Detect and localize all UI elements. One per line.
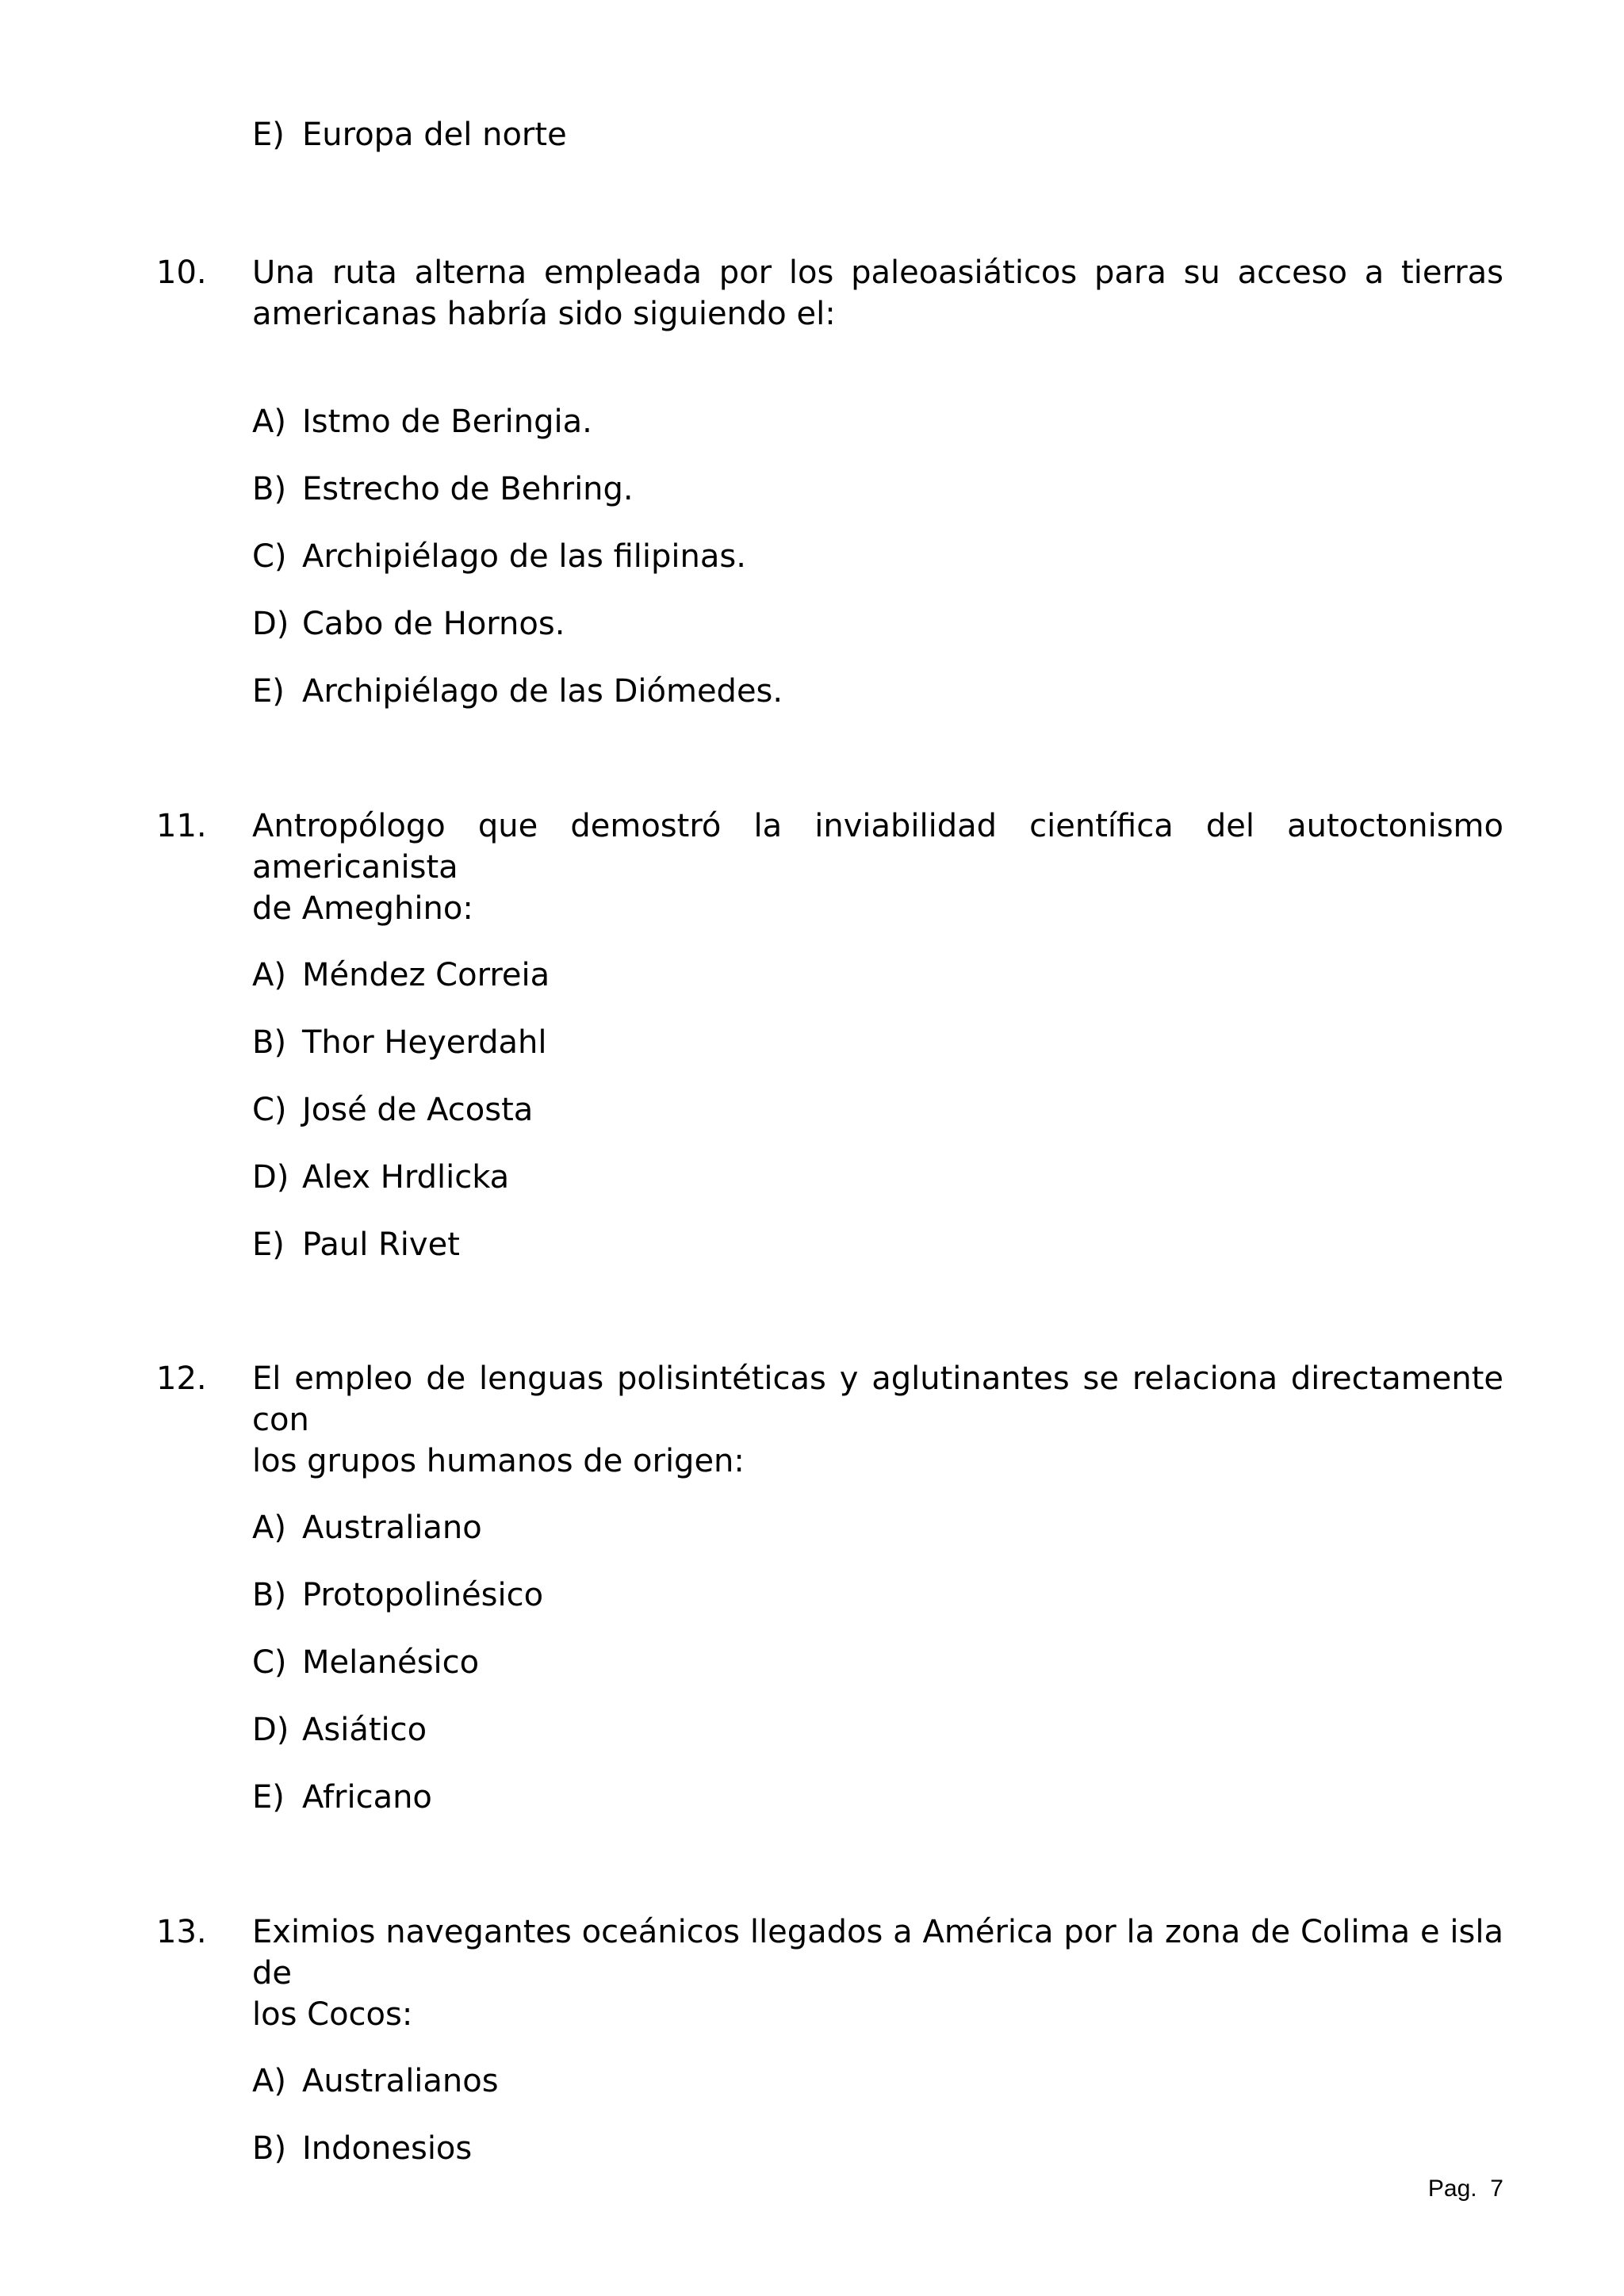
page-number: Pag. 7 — [1427, 2175, 1503, 2202]
option-letter: E) — [252, 1779, 285, 1816]
question-line-2: los grupos humanos de origen: — [252, 1443, 745, 1479]
question-line-2: de Ameghino: — [252, 890, 473, 927]
option-text: Alex Hrdlicka — [302, 1159, 510, 1196]
option-text: Australianos — [302, 2063, 499, 2099]
option-text: Estrecho de Behring. — [302, 471, 634, 507]
option-text: José de Acosta — [302, 1092, 534, 1128]
option-letter: A) — [252, 2063, 286, 2099]
option-text: Cabo de Hornos. — [302, 606, 565, 642]
option-letter: D) — [252, 1712, 289, 1748]
option-text: Thor Heyerdahl — [302, 1024, 547, 1061]
option-text: Archipiélago de las filipinas. — [302, 538, 746, 575]
option-letter: D) — [252, 606, 289, 642]
option-letter: A) — [252, 404, 286, 440]
option-text: Paul Rivet — [302, 1226, 460, 1263]
option-letter: B) — [252, 1024, 287, 1061]
option-text: Asiático — [302, 1712, 427, 1748]
option-letter: C) — [252, 538, 287, 575]
option-text: Protopolinésico — [302, 1577, 544, 1613]
option-letter: B) — [252, 1577, 287, 1613]
question-line-1: Eximios navegantes oceánicos llegados a América por la zona de Colima e isla de — [252, 1914, 1503, 1992]
option-text: Africano — [302, 1779, 432, 1816]
option-letter: A) — [252, 1510, 286, 1546]
question-line-1: Antropólogo que demostró la inviabilidad científica del autoctonismo americanista — [252, 808, 1503, 886]
question-number: 11. — [156, 808, 207, 844]
option-text: Indonesios — [302, 2130, 473, 2167]
question-text — [252, 1358, 1503, 1482]
option-text: Australiano — [302, 1510, 482, 1546]
option-text: Istmo de Beringia. — [302, 404, 592, 440]
option-text: Europa del norte — [302, 117, 567, 153]
option-letter: E) — [252, 117, 285, 153]
option-letter: D) — [252, 1159, 289, 1196]
option-letter: E) — [252, 1226, 285, 1263]
question-text — [252, 252, 1503, 335]
question-line-2: los Cocos: — [252, 1996, 413, 2033]
question-number: 10. — [156, 254, 207, 291]
question-text — [252, 1911, 1503, 2035]
question-line-2: americanas habría sido siguiendo el: — [252, 296, 836, 332]
option-letter: A) — [252, 957, 286, 993]
option-text: Méndez Correia — [302, 957, 550, 993]
option-letter: B) — [252, 2130, 287, 2167]
option-letter: E) — [252, 673, 285, 710]
option-letter: C) — [252, 1092, 287, 1128]
question-number: 12. — [156, 1360, 207, 1397]
option-letter: B) — [252, 471, 287, 507]
option-text: Melanésico — [302, 1644, 480, 1681]
question-number: 13. — [156, 1914, 207, 1950]
question-line-1: El empleo de lenguas polisintéticas y aglutinantes se relaciona directamente con — [252, 1360, 1503, 1438]
question-text — [252, 806, 1503, 929]
option-letter: C) — [252, 1644, 287, 1681]
option-text: Archipiélago de las Diómedes. — [302, 673, 783, 710]
question-line-1: Una ruta alterna empleada por los paleoasiáticos para su acceso a tierras — [252, 254, 1503, 291]
